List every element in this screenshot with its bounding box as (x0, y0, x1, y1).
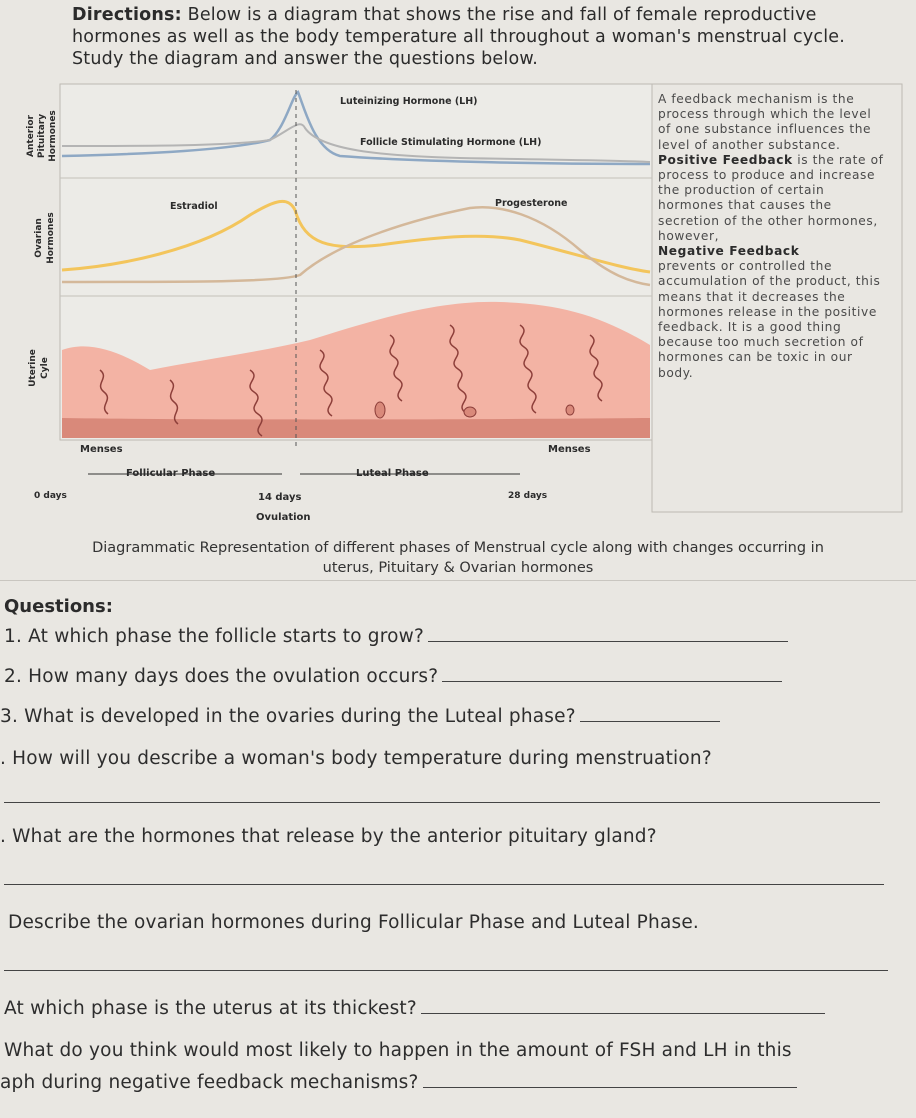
row-label-pituitary-2: Pituitary (37, 113, 47, 159)
positive-feedback-label: Positive Feedback (658, 152, 793, 167)
question-8-cont (0, 1072, 797, 1093)
question-6-text: Describe the ovarian hormones during Follicular Phase and Luteal Phase. (8, 912, 699, 933)
question-8 (4, 1040, 792, 1061)
question-8-text-line2: aph during negative feedback mechanisms? (0, 1072, 419, 1093)
menses-right-label: Menses (548, 444, 591, 455)
luteal-phase-label: Luteal Phase (356, 468, 429, 479)
lh-label: Luteinizing Hormone (LH) (340, 96, 478, 107)
directions-label: Directions: (72, 5, 182, 25)
answer-blank-2[interactable] (442, 680, 782, 682)
row-label-ovarian-2: Hormones (46, 212, 56, 264)
question-5 (0, 826, 657, 847)
section-divider (0, 580, 916, 581)
question-4 (0, 748, 712, 769)
answer-blank-7[interactable] (421, 1012, 825, 1014)
answer-blank-1[interactable] (428, 640, 788, 642)
question-5-text: . What are the hormones that release by the anterior pituitary gland? (0, 826, 657, 847)
day14-label: 14 days (258, 492, 302, 503)
directions (72, 4, 872, 70)
question-6 (8, 912, 699, 933)
caption-line-2: uterus, Pituitary & Ovarian hormones (322, 560, 594, 576)
row-label-uterine-2: Cyle (40, 357, 50, 379)
follicular-phase-label: Follicular Phase (126, 468, 216, 479)
row-label-ovarian-1: Ovarian (34, 218, 44, 258)
feedback-intro: A feedback mechanism is the process through which the level of one substance influences the level of another substance. (658, 92, 872, 152)
question-4-text: . How will you describe a woman's body temperature during menstruation? (0, 748, 712, 769)
question-2-text: 2. How many days does the ovulation occurs? (4, 666, 439, 687)
feedback-side-panel (658, 92, 888, 381)
positive-feedback-text: is the rate of process to produce and increase the production of certain hormones that causes the secretion of the other hormones, however, (658, 152, 884, 243)
answer-blank-6[interactable] (4, 970, 888, 971)
negative-feedback-label: Negative Feedback (658, 244, 800, 259)
question-8-text-line1: What do you think would most likely to happen in the amount of FSH and LH in this (4, 1040, 792, 1061)
question-1-text: 1. At which phase the follicle starts to grow? (4, 626, 425, 647)
row-label-pituitary-3: Hormones (48, 110, 58, 162)
question-1 (4, 626, 788, 647)
question-7-text: At which phase is the uterus at its thickest? (4, 998, 417, 1019)
directions-text: Below is a diagram that shows the rise and fall of female reproductive hormones as well as the body temperature all throughout a woman's menstrual cycle. Study the diagram and answer the questions below. (72, 5, 846, 69)
negative-feedback-text: prevents or controlled the accumulation of the product, this means that it decreases the hormones release in the positive feedback. It is a good thing because too much secretion of hormones can be toxic in our body. (658, 259, 881, 380)
fsh-label: Follicle Stimulating Hormone (LH) (360, 137, 542, 148)
diagram-caption (0, 538, 916, 578)
day28-label: 28 days (508, 491, 548, 501)
caption-line-1: Diagrammatic Representation of different phases of Menstrual cycle along with changes occurring in (92, 540, 824, 556)
answer-blank-5[interactable] (4, 884, 884, 885)
estradiol-label: Estradiol (170, 201, 218, 212)
question-7 (4, 998, 825, 1019)
question-3 (0, 706, 720, 727)
answer-blank-3[interactable] (580, 720, 720, 722)
answer-blank-8[interactable] (423, 1086, 797, 1088)
row-label-uterine-1: Uterine (28, 349, 38, 387)
questions-title: Questions: (4, 596, 113, 617)
ovulation-label: Ovulation (256, 512, 311, 523)
question-2 (4, 666, 782, 687)
uterine-base (62, 418, 650, 438)
progesterone-label: Progesterone (495, 198, 568, 209)
menses-left-label: Menses (80, 444, 123, 455)
row-label-pituitary-1: Anterior (26, 115, 36, 157)
day0-label: 0 days (34, 491, 67, 501)
question-3-text: 3. What is developed in the ovaries during the Luteal phase? (0, 706, 576, 727)
answer-blank-4[interactable] (4, 802, 880, 803)
